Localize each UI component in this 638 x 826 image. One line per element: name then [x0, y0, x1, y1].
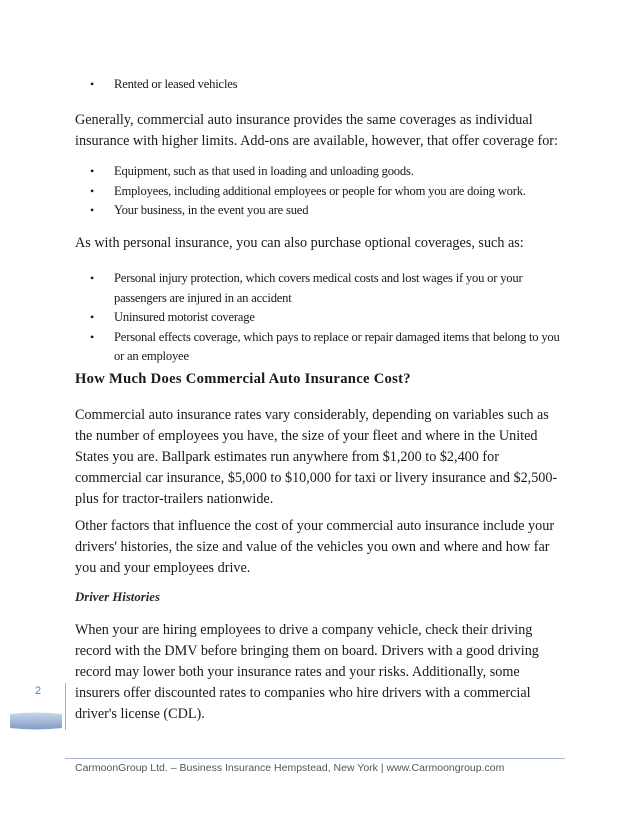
- list-item: • Your business, in the event you are sued: [75, 201, 565, 221]
- bullet-icon: •: [90, 310, 95, 324]
- paragraph-optional: As with personal insurance, you can also purchase optional coverages, such as:: [75, 235, 524, 251]
- section-heading: How Much Does Commercial Auto Insurance Cost?: [75, 371, 411, 387]
- list-item: • Personal injury protection, which covers medical costs and lost wages if you or your passengers are injured in an accident: [90, 271, 523, 305]
- margin-divider: [65, 683, 66, 730]
- paragraph-driver-histories: When your are hiring employees to drive a company vehicle, check their driving record with the DMV before bringing them on board. Drivers with a good driving record may lower both your insurance rates and your risks. Additionally, some insurers offer discounted rates to companies who hire drivers with a commercial driver's license (CDL).: [75, 622, 539, 722]
- page-footer: CarmoonGroup Ltd. – Business Insurance Hempstead, New York | www.Carmoongroup.com: [75, 762, 505, 774]
- bullet-icon: •: [90, 183, 95, 198]
- bullet-list-vehicles: [75, 75, 565, 95]
- list-item: • Personal effects coverage, which pays to replace or repair damaged items that belong to you or an employee: [90, 329, 560, 363]
- paragraph-factors: Other factors that influence the cost of your commercial auto insurance include your drivers' histories, the size and value of the vehicles you own and where and how far you and your employees drive.: [75, 518, 555, 576]
- bullet-icon: •: [90, 164, 95, 178]
- bullet-icon: •: [90, 329, 95, 344]
- footer-divider: [65, 758, 565, 759]
- list-item: • Employees, including additional employees or people for whom you are doing work.: [75, 182, 565, 202]
- list-item: • Rented or leased vehicles: [75, 75, 565, 95]
- page-number: 2: [35, 685, 42, 697]
- list-item: • Uninsured motorist coverage: [75, 308, 565, 328]
- subsection-heading: Driver Histories: [75, 590, 160, 604]
- page-tab-icon: [10, 712, 62, 730]
- paragraph-cost: Commercial auto insurance rates vary considerably, depending on variables such as the number of employees you have, the size of your fleet and where in the United States you are. Ballpark estimates run anywhere from $1,200 to $2,400 for commercial car insurance, $5,000 to $10,000 for taxi or livery insurance and $2,500-plus for tractor-trailers nationwide.: [75, 407, 558, 507]
- bullet-list-addons: [75, 162, 565, 221]
- bullet-list-optional: [75, 269, 565, 367]
- bullet-icon: •: [90, 203, 95, 217]
- paragraph-addons: Generally, commercial auto insurance provides the same coverages as individual insurance with higher limits. Add-ons are available, however, that offer coverage for:: [75, 112, 558, 149]
- list-item: • Equipment, such as that used in loading and unloading goods.: [75, 162, 565, 182]
- bullet-icon: •: [90, 77, 95, 91]
- bullet-icon: •: [90, 271, 95, 285]
